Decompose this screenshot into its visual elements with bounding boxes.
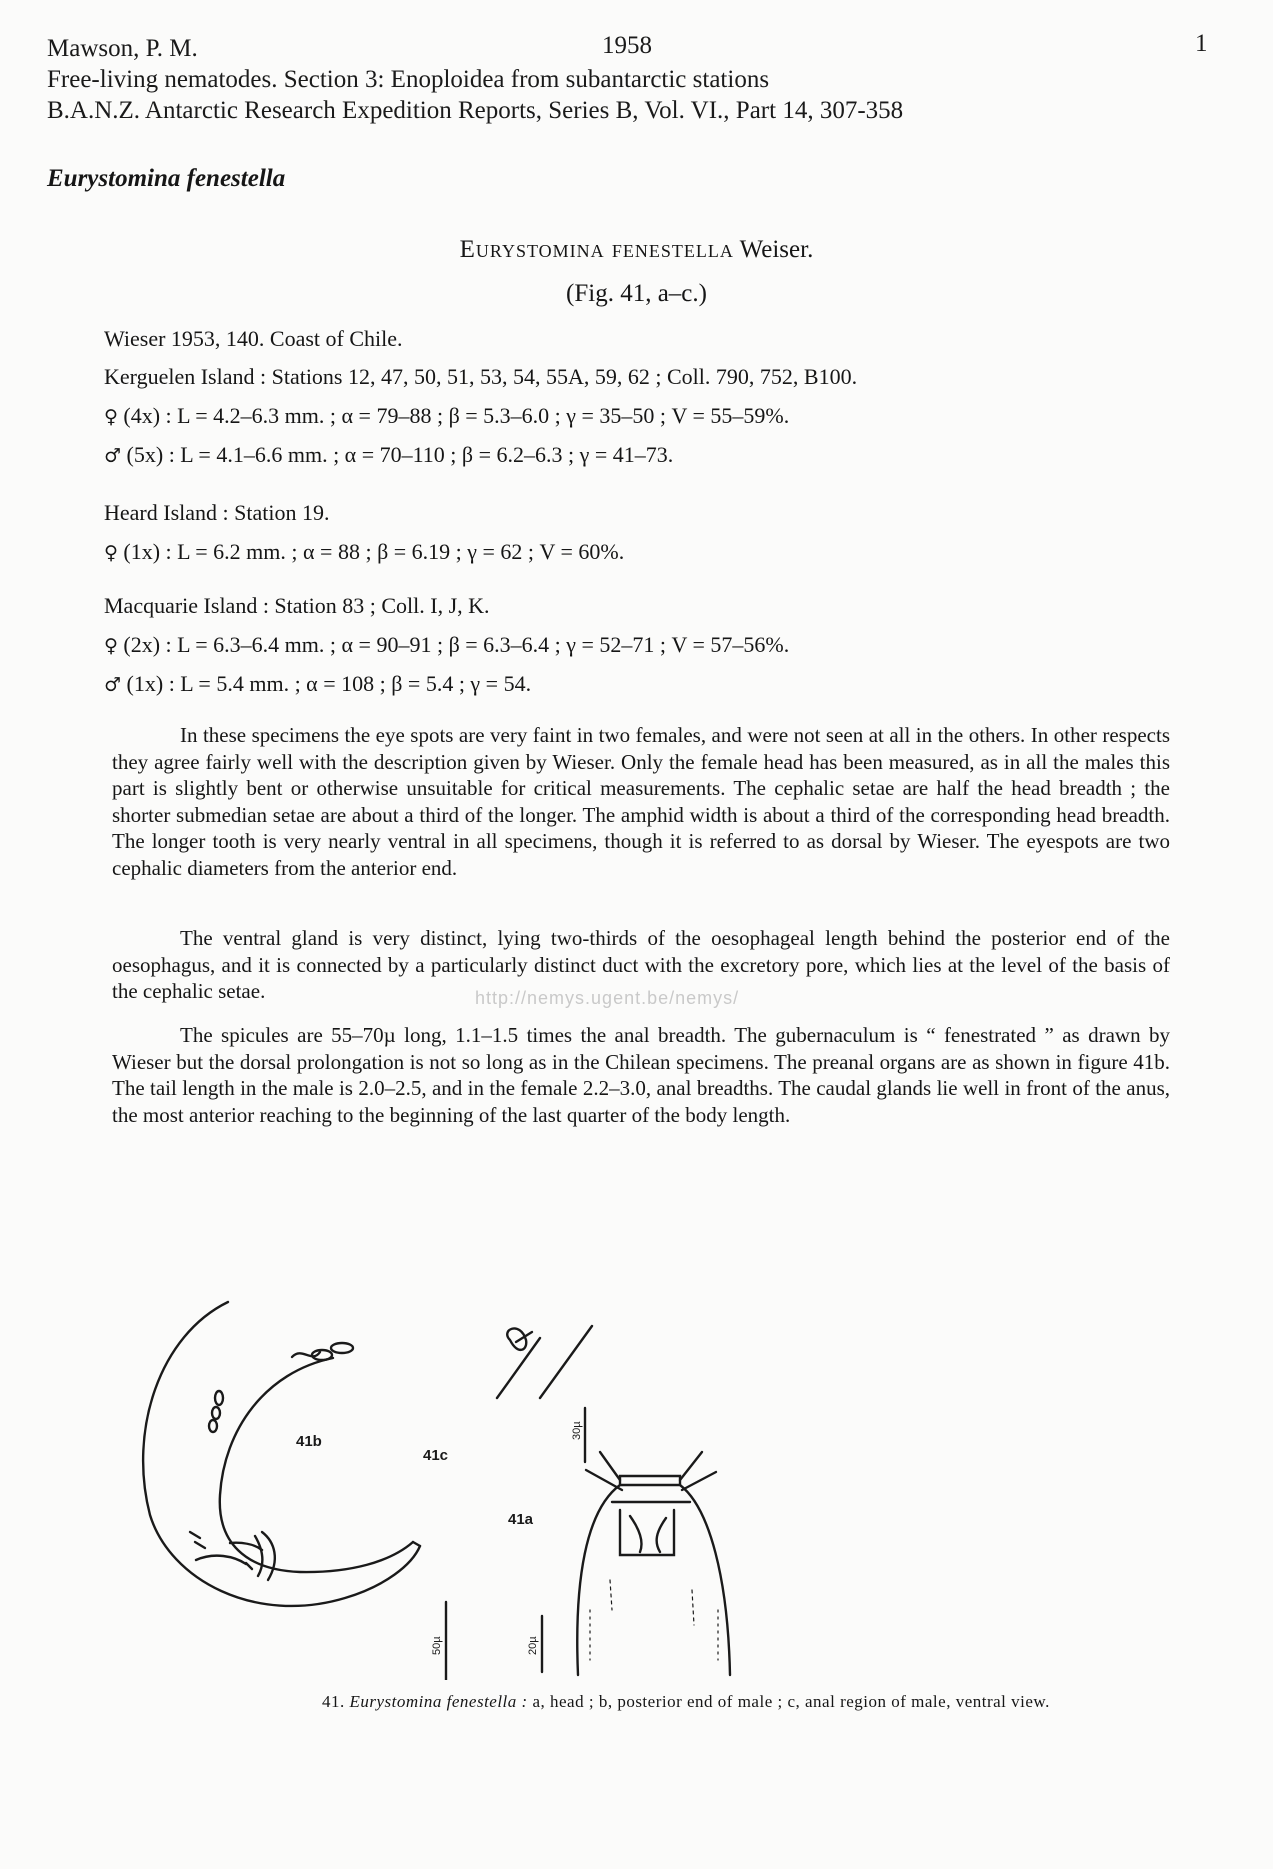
label-41a: 41a (508, 1511, 534, 1528)
heading-figure-ref: (Fig. 41, a–c.) (566, 280, 707, 307)
paragraph-eyespots: In these specimens the eye spots are very faint in two females, and were not seen at all in the others. In other respects they agree fairly well with the description given by Wieser. Only the female head has been measured, as in all the males this part is slightly bent or otherwise unsuitable for critical measurements. The cephalic setae are half the head breadth ; the shorter submedian setae are about a third of the longer. The amphid width is about a third of the corresponding head breadth. The longer tooth is very nearly ventral in all specimens, though it is referred to as dorsal by Wieser. The eyespots are two cephalic diameters from the anterior end. (112, 723, 1170, 880)
kerguelen-male: ♂ (5x) : L = 4.1–6.6 mm. ; α = 70–110 ; β = 6.2–6.3 ; γ = 41–73. (104, 442, 674, 467)
anal-region-drawing (497, 1326, 592, 1398)
head-drawing (577, 1452, 730, 1675)
figure-caption (322, 1692, 1050, 1712)
scale-label-41a: 20µ (527, 1636, 539, 1655)
year: 1958 (602, 32, 652, 59)
reference-line: Wieser 1953, 140. Coast of Chile. (104, 326, 403, 351)
heading-species-name: Eurystomina fenestella (459, 236, 734, 263)
caption-number: 41. (322, 1692, 345, 1711)
female-symbol-icon: ♀ (104, 406, 118, 428)
male-symbol-icon: ♂ (104, 445, 122, 467)
figure-41 (0, 1280, 1273, 1685)
caption-species: Eurystomina fenestella : (349, 1692, 528, 1711)
female-symbol-icon: ♀ (104, 542, 118, 564)
page-number: 1 (1195, 30, 1208, 57)
citation: B.A.N.Z. Antarctic Research Expedition Reports, Series B, Vol. VI., Part 14, 307-358 (47, 97, 904, 124)
male-symbol-icon: ♂ (104, 674, 122, 696)
kerguelen-locality: Kerguelen Island : Stations 12, 47, 50, 51, 53, 54, 55A, 59, 62 ; Coll. 790, 752, B100. (104, 364, 858, 389)
scale-label-41c: 30µ (571, 1421, 583, 1440)
macquarie-locality: Macquarie Island : Station 83 ; Coll. I, J, K. (104, 593, 490, 618)
figure-41-drawing (0, 1280, 1273, 1680)
caption-text: a, head ; b, posterior end of male ; c, anal region of male, ventral view. (527, 1692, 1050, 1711)
watermark: http://nemys.ugent.be/nemys/ (475, 988, 740, 1008)
paragraph-ventral-gland: The ventral gland is very distinct, lying two-thirds of the oesophageal length behind the posterior end of the oesophagus, and it is connected by a particularly distinct duct with the excretory pore, which lies at the level of the basis of the cephalic setae. (112, 926, 1170, 1003)
author: Mawson, P. M. (47, 35, 198, 62)
macquarie-male: ♂ (1x) : L = 5.4 mm. ; α = 108 ; β = 5.4 ; γ = 54. (104, 671, 532, 696)
male-posterior-drawing (143, 1302, 420, 1606)
kerguelen-female: ♀ (4x) : L = 4.2–6.3 mm. ; α = 79–88 ; β = 5.3–6.0 ; γ = 35–50 ; V = 55–59%. (104, 403, 790, 428)
publication-title: Free-living nematodes. Section 3: Enoploidea from subantarctic stations (47, 66, 770, 93)
macquarie-female: ♀ (2x) : L = 6.3–6.4 mm. ; α = 90–91 ; β = 6.3–6.4 ; γ = 52–71 ; V = 57–56%. (104, 632, 790, 657)
heading-author: Weiser. (739, 236, 814, 263)
heard-female: ♀ (1x) : L = 6.2 mm. ; α = 88 ; β = 6.19 ; γ = 62 ; V = 60%. (104, 539, 625, 564)
label-41c: 41c (423, 1447, 449, 1464)
female-symbol-icon: ♀ (104, 635, 118, 657)
label-41b: 41b (296, 1433, 322, 1450)
paragraph-spicules: The spicules are 55–70µ long, 1.1–1.5 times the anal breadth. The gubernaculum is “ fenestrated ” as drawn by Wieser but the dorsal prolongation is not so long as in the Chilean specimens. The preanal organs are as shown in figure 41b. The tail length in the male is 2.0–2.5, and in the female 2.2–3.0, anal breadths. The caudal glands lie well in front of the anus, the most anterior reaching to the beginning of the last quarter of the body length. (112, 1023, 1170, 1127)
species-title: Eurystomina fenestella (47, 165, 286, 192)
species-heading (0, 236, 1273, 264)
heard-locality: Heard Island : Station 19. (104, 500, 330, 525)
scale-label-41b: 50µ (431, 1636, 443, 1655)
